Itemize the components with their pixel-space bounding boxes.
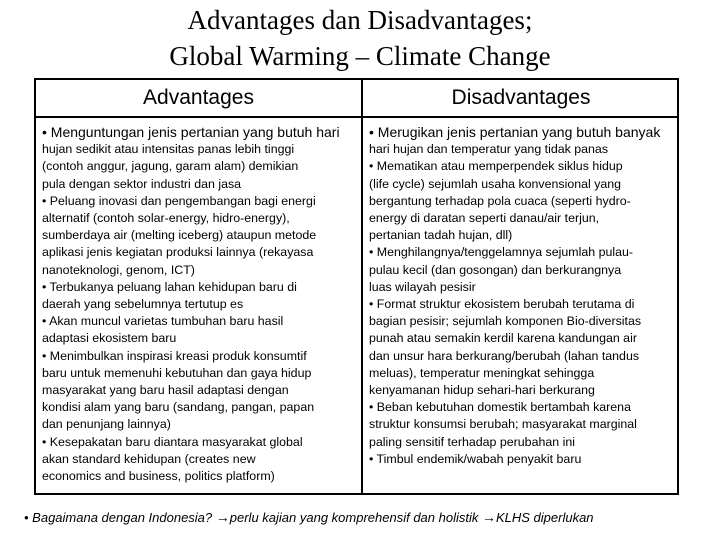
text-line: • Merugikan jenis pertanian yang butuh banyak — [369, 124, 661, 140]
text-line: (life cycle) sejumlah usaha konvensional yang — [369, 176, 622, 191]
text-line: kenyamanan hidup sehari-hari berkurang — [369, 383, 595, 398]
text-line: bagian pesisir; sejumlah komponen Bio-diversitas — [369, 314, 642, 329]
text-line: nanoteknologi, genom, ICT) — [42, 262, 195, 277]
header-divider — [36, 116, 677, 118]
text-line: • Menghilangnya/tenggelamnya sejumlah pulau- — [369, 245, 634, 260]
comparison-table — [34, 78, 679, 495]
text-line: kondisi alam yang baru (sandang, pangan, papan — [42, 400, 315, 415]
text-line: • Akan muncul varietas tumbuhan baru hasil — [42, 314, 284, 329]
arrow-right-icon: → — [215, 509, 230, 525]
text-line: aplikasi jenis kegiatan produksi lainnya (rekayasa — [42, 245, 314, 260]
disadvantages-header: Disadvantages — [451, 86, 591, 109]
title-line-2: Global Warming – Climate Change — [169, 41, 551, 71]
text-line: • Format struktur ekosistem berubah terutama di — [369, 297, 635, 312]
text-line: • Beban kebutuhan domestik bertambah karena — [369, 400, 631, 415]
title-line-1: Advantages dan Disadvantages; — [187, 5, 533, 35]
text-line: economics and business, politics platform) — [42, 469, 275, 484]
text-line: akan standard kehidupan (creates new — [42, 451, 256, 466]
text-line: energy di daratan seperti danau/air terjun, — [369, 211, 600, 226]
text-line: • Timbul endemik/wabah penyakit baru — [369, 451, 582, 466]
arrow-right-icon: → — [481, 509, 496, 525]
disadvantages-column — [369, 124, 674, 468]
text-line: dan unsur hara berkurang/berubah (lahan tandus — [369, 348, 640, 363]
footer-question: • Bagaimana dengan Indonesia? — [24, 510, 216, 525]
text-line: • Terbukanya peluang lahan kehidupan baru di — [42, 279, 297, 294]
footer-conclusion: KLHS diperlukan — [495, 510, 594, 525]
text-line: pula dengan sektor industri dan jasa — [42, 176, 242, 191]
text-line: • Menguntungan jenis pertanian yang butuh hari — [42, 124, 340, 140]
text-line: pulau kecil (dan gosongan) dan berkurangnya — [369, 262, 622, 277]
text-line: adaptasi ekosistem baru — [42, 331, 177, 346]
text-line: daerah yang sebelumnya tertutup es — [42, 297, 244, 312]
text-line: (contoh anggur, jagung, garam alam) demikian — [42, 159, 299, 174]
footer-study-note: perlu kajian yang komprehensif dan holistik — [229, 510, 482, 525]
text-line: pertanian tadah hujan, dll) — [369, 228, 513, 243]
text-line: paling sensitif terhadap perubahan ini — [369, 434, 575, 449]
footer-note — [24, 508, 714, 527]
column-divider — [361, 80, 363, 493]
text-line: baru untuk memenuhi kebutuhan dan gaya hidup — [42, 365, 312, 380]
text-line: hujan sedikit atau intensitas panas lebih tinggi — [42, 142, 295, 157]
text-line: sumberdaya air (melting iceberg) ataupun metode — [42, 228, 317, 243]
text-line: punah atau semakin kerdil karena kandungan air — [369, 331, 637, 346]
text-line: luas wilayah pesisir — [369, 279, 476, 294]
text-line: • Kesepakatan baru diantara masyarakat global — [42, 434, 303, 449]
text-line: struktur konsumsi berubah; masyarakat marginal — [369, 417, 637, 432]
text-line: alternatif (contoh solar-energy, hidro-energy), — [42, 211, 290, 226]
text-line: masyarakat yang baru hasil adaptasi dengan — [42, 383, 289, 398]
text-line: • Peluang inovasi dan pengembangan bagi energi — [42, 193, 316, 208]
advantages-header: Advantages — [143, 86, 254, 109]
text-line: dan penunjang lainnya) — [42, 417, 171, 432]
text-line: • Menimbulkan inspirasi kreasi produk konsumtif — [42, 348, 307, 363]
advantages-column — [42, 124, 357, 485]
slide-title — [0, 2, 720, 74]
text-line: • Mematikan atau memperpendek siklus hidup — [369, 159, 623, 174]
text-line: hari hujan dan temperatur yang tidak panas — [369, 142, 609, 157]
text-line: meluas), temperatur meningkat sehingga — [369, 365, 595, 380]
text-line: bergantung terhadap pola cuaca (seperti hydro- — [369, 193, 631, 208]
